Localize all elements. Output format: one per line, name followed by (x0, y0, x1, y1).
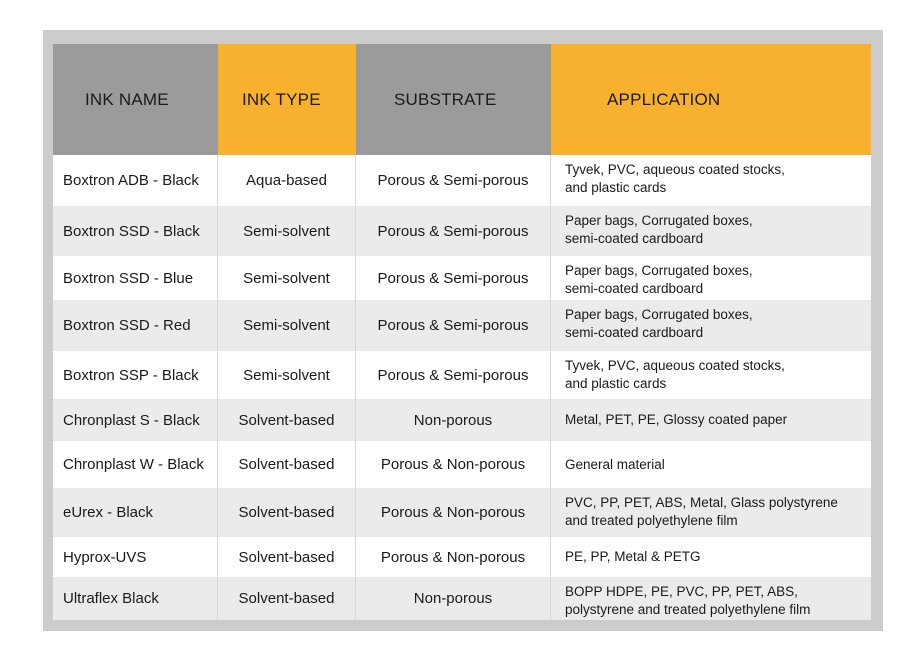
table-header-row (53, 44, 871, 155)
table-row (53, 351, 871, 399)
application-cell (551, 441, 871, 488)
application-line-2: and plastic cards (565, 180, 667, 195)
application-line-2: semi-coated cardboard (565, 231, 704, 246)
ink-name-cell: Boxtron ADB - Black (53, 155, 218, 206)
application-cell (551, 488, 871, 537)
application-line-1: General material (565, 457, 665, 472)
ink-type-cell: Solvent-based (218, 441, 356, 488)
substrate-cell: Porous & Non-porous (356, 488, 551, 537)
table-row (53, 256, 871, 300)
application-line-1: PE, PP, Metal & PETG (565, 549, 701, 564)
substrate-cell: Porous & Non-porous (356, 537, 551, 577)
table-row (53, 488, 871, 537)
substrate-cell: Porous & Non-porous (356, 441, 551, 488)
substrate-cell: Porous & Semi-porous (356, 206, 551, 256)
application-cell (551, 351, 871, 399)
ink-type-cell: Aqua-based (218, 155, 356, 206)
ink-name-cell: Chronplast W - Black (53, 441, 218, 488)
application-line-2: semi-coated cardboard (565, 281, 704, 296)
application-cell (551, 537, 871, 577)
application-cell (551, 256, 871, 300)
ink-name-cell: Hyprox-UVS (53, 537, 218, 577)
ink-type-cell: Solvent-based (218, 537, 356, 577)
substrate-cell: Porous & Semi-porous (356, 155, 551, 206)
application-line-1: Metal, PET, PE, Glossy coated paper (565, 412, 788, 427)
table-row (53, 537, 871, 577)
ink-type-cell: Solvent-based (218, 577, 356, 620)
table-row (53, 441, 871, 488)
application-cell (551, 155, 871, 206)
application-line-2: and plastic cards (565, 376, 667, 391)
application-cell (551, 206, 871, 256)
table-row (53, 399, 871, 441)
substrate-cell: Porous & Semi-porous (356, 300, 551, 351)
ink-name-cell: Ultraflex Black (53, 577, 218, 620)
application-line-2: semi-coated cardboard (565, 325, 704, 340)
ink-type-cell: Solvent-based (218, 399, 356, 441)
ink-type-cell: Semi-solvent (218, 206, 356, 256)
header-substrate: SUBSTRATE (356, 44, 551, 155)
ink-name-cell: Boxtron SSP - Black (53, 351, 218, 399)
ink-type-cell: Solvent-based (218, 488, 356, 537)
header-ink-type: INK TYPE (218, 44, 356, 155)
ink-type-cell: Semi-solvent (218, 351, 356, 399)
ink-name-cell: Chronplast S - Black (53, 399, 218, 441)
ink-name-cell: eUrex - Black (53, 488, 218, 537)
application-line-1: BOPP HDPE, PE, PVC, PP, PET, ABS, (565, 584, 798, 599)
application-cell (551, 577, 871, 620)
application-cell (551, 399, 871, 441)
table-row (53, 300, 871, 351)
application-line-2: polystyrene and treated polyethylene film (565, 602, 811, 617)
substrate-cell: Non-porous (356, 577, 551, 620)
ink-name-cell: Boxtron SSD - Red (53, 300, 218, 351)
application-line-1: Paper bags, Corrugated boxes, (565, 213, 753, 228)
application-line-1: Tyvek, PVC, aqueous coated stocks, (565, 358, 785, 373)
application-line-1: PVC, PP, PET, ABS, Metal, Glass polystyrene (565, 495, 838, 510)
substrate-cell: Porous & Semi-porous (356, 256, 551, 300)
substrate-cell: Non-porous (356, 399, 551, 441)
table-row (53, 577, 871, 620)
application-line-2: and treated polyethylene film (565, 513, 738, 528)
application-line-1: Tyvek, PVC, aqueous coated stocks, (565, 162, 785, 177)
substrate-cell: Porous & Semi-porous (356, 351, 551, 399)
application-line-1: Paper bags, Corrugated boxes, (565, 263, 753, 278)
header-ink-name: INK NAME (53, 44, 218, 155)
header-application: APPLICATION (551, 44, 871, 155)
ink-name-cell: Boxtron SSD - Blue (53, 256, 218, 300)
ink-name-cell: Boxtron SSD - Black (53, 206, 218, 256)
ink-type-cell: Semi-solvent (218, 300, 356, 351)
table-row (53, 206, 871, 256)
table-row (53, 155, 871, 206)
application-cell (551, 300, 871, 351)
ink-type-cell: Semi-solvent (218, 256, 356, 300)
ink-comparison-table (53, 44, 871, 620)
application-line-1: Paper bags, Corrugated boxes, (565, 307, 753, 322)
